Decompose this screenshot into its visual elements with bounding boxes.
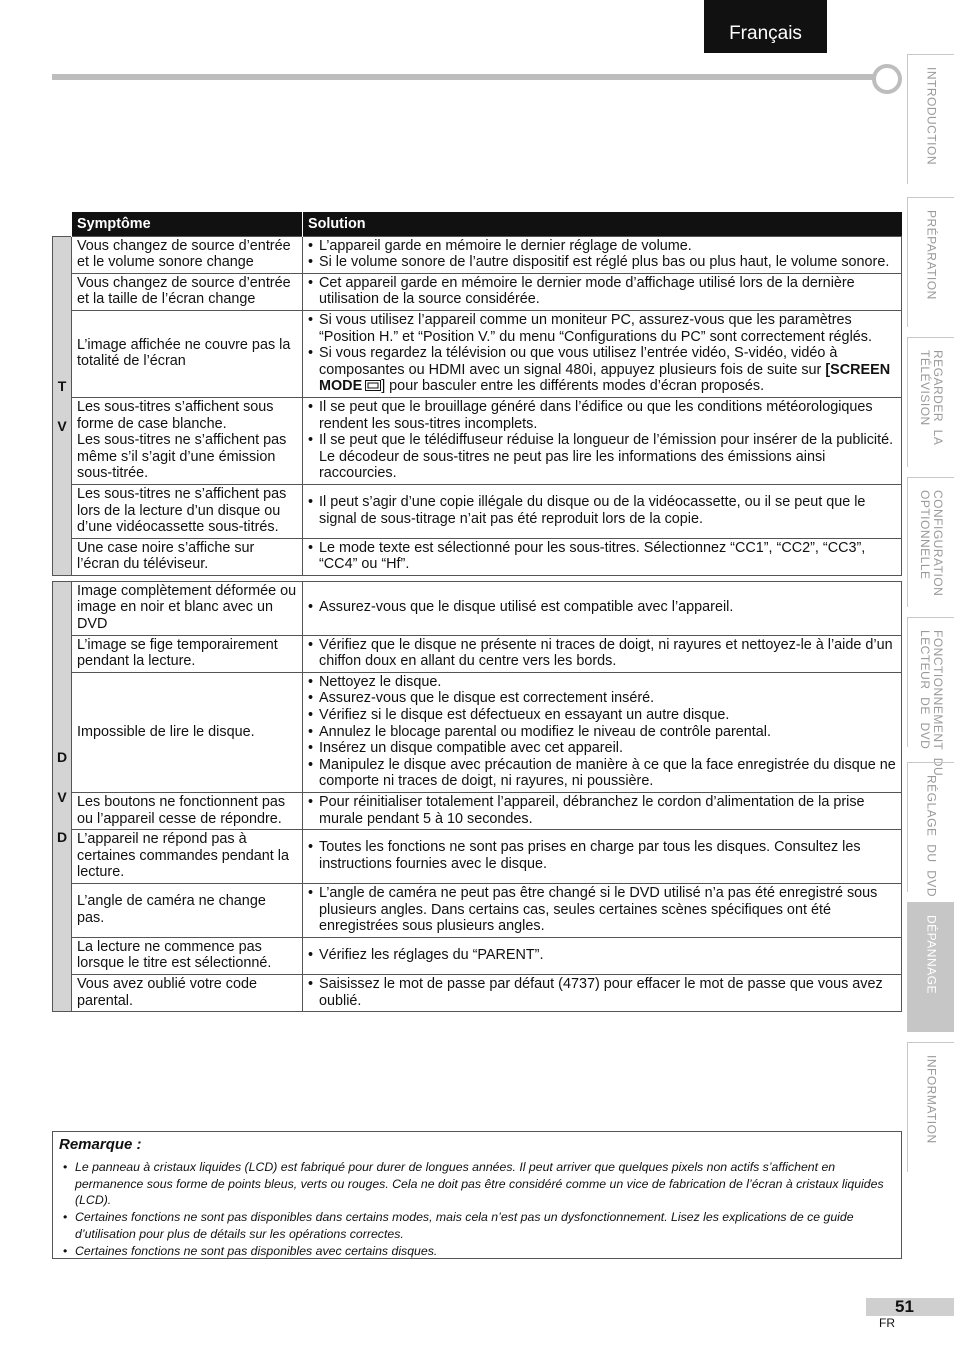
side-nav-optional-setup[interactable]: CONFIGURATION OPTIONNELLE [907,477,954,607]
table-row [53,830,902,884]
side-nav-troubleshooting[interactable]: DÉPANNAGE [907,902,954,1032]
table-row [53,793,902,830]
symptom-cell: Impossible de lire le disque. [72,672,303,792]
side-nav-introduction[interactable]: INTRODUCTION [907,54,954,184]
list-item: • L’angle de caméra ne peut pas être changé si le DVD utilisé n’a pas été enregistré sous plusieurs angles. Dans certains cas, seules certaines scènes spécifiques ont été enregistrées sous plusieurs angles. [308,885,896,935]
list-item: • Il peut s’agir d’une copie illégale du disque ou de la vidéocassette, ou il se peut que le signal de sous-titrage n’ait pas été reproduit lors de la copie. [308,494,896,527]
side-nav-information[interactable]: INFORMATION [907,1042,954,1172]
list-item: • Toutes les fonctions ne sont pas prises en charge par tous les disques. Consultez les instructions fournies avec le disque. [308,839,896,872]
table-row [53,236,902,273]
remark-box [52,1131,902,1259]
category-dvd: D V D [53,581,72,1011]
solution-cell [303,273,902,310]
solution-cell [303,883,902,937]
symptom-cell: Les sous-titres s’affichent sous forme de case blanche. Les sous-titres ne s’affichent pas même s’il s’agit d’une émission sous-titrée. [72,397,303,484]
page-number: 51 [866,1298,954,1316]
solution-cell [303,974,902,1011]
remark-title: Remarque : [59,1136,142,1153]
list-item: • Assurez-vous que le disque est correctement inséré. [308,690,896,707]
list-item: • Saisissez le mot de passe par défaut (4737) pour effacer le mot de passe que vous avez oublié. [308,976,896,1009]
troubleshooting-table [52,212,902,1012]
symptom-cell: Vous avez oublié votre code parental. [72,974,303,1011]
solution-cell [303,937,902,974]
list-item: • Pour réinitialiser totalement l’appareil, débranchez le cordon d’alimentation de la prise murale pendant 5 à 10 secondes. [308,794,896,827]
solution-cell [303,635,902,672]
list-item: • Il se peut que le télédiffuseur réduise la longueur de l’émission pour insérer de la publicité. Le décodeur de sous-titres ne peut pas lire les informations des émissions ainsi raccourcies. [308,432,896,482]
symptom-cell: L’image se fige temporairement pendant la lecture. [72,635,303,672]
list-item: • Nettoyez le disque. [308,674,896,691]
list-item: • Manipulez le disque avec précaution de manière à ce que la face enregistrée du disque ne comporte ni traces de doigt, ni rayures, ni poussière. [308,757,896,790]
solution-cell [303,581,902,635]
symptom-cell: Vous changez de source d’entrée et le volume sonore change [72,236,303,273]
header-solution: Solution [303,212,902,236]
solution-cell [303,830,902,884]
solution-cell [303,484,902,538]
side-nav-dvd-operation[interactable]: FONCTIONNEMENT DU LECTEUR DE DVD [907,617,954,747]
table-row [53,937,902,974]
category-tv: T V [53,236,72,575]
solution-cell [303,310,902,397]
solution-cell [303,672,902,792]
table-row [53,397,902,484]
header-symptom: Symptôme [72,212,303,236]
language-tab: Français [704,0,827,53]
page-language-code: FR [879,1316,895,1330]
table-row [53,974,902,1011]
screen-mode-key: [SCREEN MODE [319,361,891,395]
symptom-cell: Une case noire s’affiche sur l’écran du téléviseur. [72,538,303,575]
symptom-cell: Vous changez de source d’entrée et la taille de l’écran change [72,273,303,310]
table-row [53,310,902,397]
list-item: • Le mode texte est sélectionné pour les sous-titres. Sélectionnez “CC1”, “CC2”, “CC3”, “CC4” ou “Hf”. [308,540,896,573]
list-item: • Assurez-vous que le disque utilisé est compatible avec l’appareil. [308,599,896,616]
solution-cell [303,236,902,273]
header-rule-circle [872,64,902,94]
side-nav-watch-tv[interactable]: REGARDER LA TÉLÉVISION [907,337,954,467]
list-item: • Certaines fonctions ne sont pas disponibles dans certains modes, mais cela n’est pas un dysfonctionnement. Lisez les explications de ce guide d’utilisation pour plus de détails sur les opérations correctes. [59,1209,893,1242]
solution-cell [303,538,902,575]
screen-mode-icon [365,380,381,391]
symptom-cell: Les boutons ne fonctionnent pas ou l’appareil cesse de répondre. [72,793,303,830]
symptom-cell: La lecture ne commence pas lorsque le titre est sélectionné. [72,937,303,974]
solution-cell [303,397,902,484]
table-row [53,581,902,635]
list-item: • Vérifiez les réglages du “PARENT”. [308,947,896,964]
list-item: • Si vous regardez la télévision ou que vous utilisez l’entrée vidéo, S-vidéo, vidéo à composantes ou HDMI avec un signal 480i, appuyez plusieurs fois de suite sur [SCREEN MODE ] pour basculer entre les différents modes d’écran proposés. [308,345,896,395]
solution-cell [303,793,902,830]
symptom-cell: L’angle de caméra ne change pas. [72,883,303,937]
list-item: • Le panneau à cristaux liquides (LCD) est fabriqué pour durer de longues années. Il peut arriver que quelques pixels non actifs s’affichent en permanence sous forme de points bleus, verts ou rouges. Cela ne doit pas être considéré comme un vice de fabrication de l’écran à cristaux liquides (LCD). [59,1159,893,1209]
table-row [53,538,902,575]
symptom-cell: L’image affichée ne couvre pas la totalité de l’écran [72,310,303,397]
table-row [53,484,902,538]
list-item: • Vérifiez si le disque est défectueux en essayant un autre disque. [308,707,896,724]
list-item: • Insérez un disque compatible avec cet appareil. [308,740,896,757]
list-item: • L’appareil garde en mémoire le dernier réglage de volume. [308,238,896,255]
list-item: • Si vous utilisez l’appareil comme un moniteur PC, assurez-vous que les paramètres “Position H.” et “Position V.” du menu “Configurations du PC” sont correctement réglés. [308,312,896,345]
list-item: • Vérifiez que le disque ne présente ni traces de doigt, ni rayures et nettoyez-le à l’aide d’un chiffon doux en allant du centre vers les bords. [308,637,896,670]
list-item: • Annulez le blocage parental ou modifiez le niveau de contrôle parental. [308,724,896,741]
list-item: • Certaines fonctions ne sont pas disponibles avec certains disques. [59,1243,893,1260]
symptom-cell: Les sous-titres ne s’affichent pas lors de la lecture d’un disque ou d’une vidéocassette sous-titrés. [72,484,303,538]
symptom-cell: Image complètement déformée ou image en noir et blanc avec un DVD [72,581,303,635]
side-nav-dvd-setup[interactable]: RÉGLAGE DU DVD [907,762,954,892]
list-item: • Cet appareil garde en mémoire le dernier mode d’affichage utilisé lors de la dernière utilisation de la source considérée. [308,275,896,308]
list-item: • Il se peut que le brouillage généré dans l’édifice ou que les conditions météorologiques rendent les sous-titres incomplets. [308,399,896,432]
side-nav-preparation[interactable]: PRÉPARATION [907,197,954,327]
header-rule [52,74,882,80]
table-row [53,635,902,672]
table-row [53,883,902,937]
table-row [53,273,902,310]
table-row [53,672,902,792]
symptom-cell: L’appareil ne répond pas à certaines commandes pendant la lecture. [72,830,303,884]
list-item: • Si le volume sonore de l’autre dispositif est réglé plus bas ou plus haut, le volume sonore. [308,254,896,271]
